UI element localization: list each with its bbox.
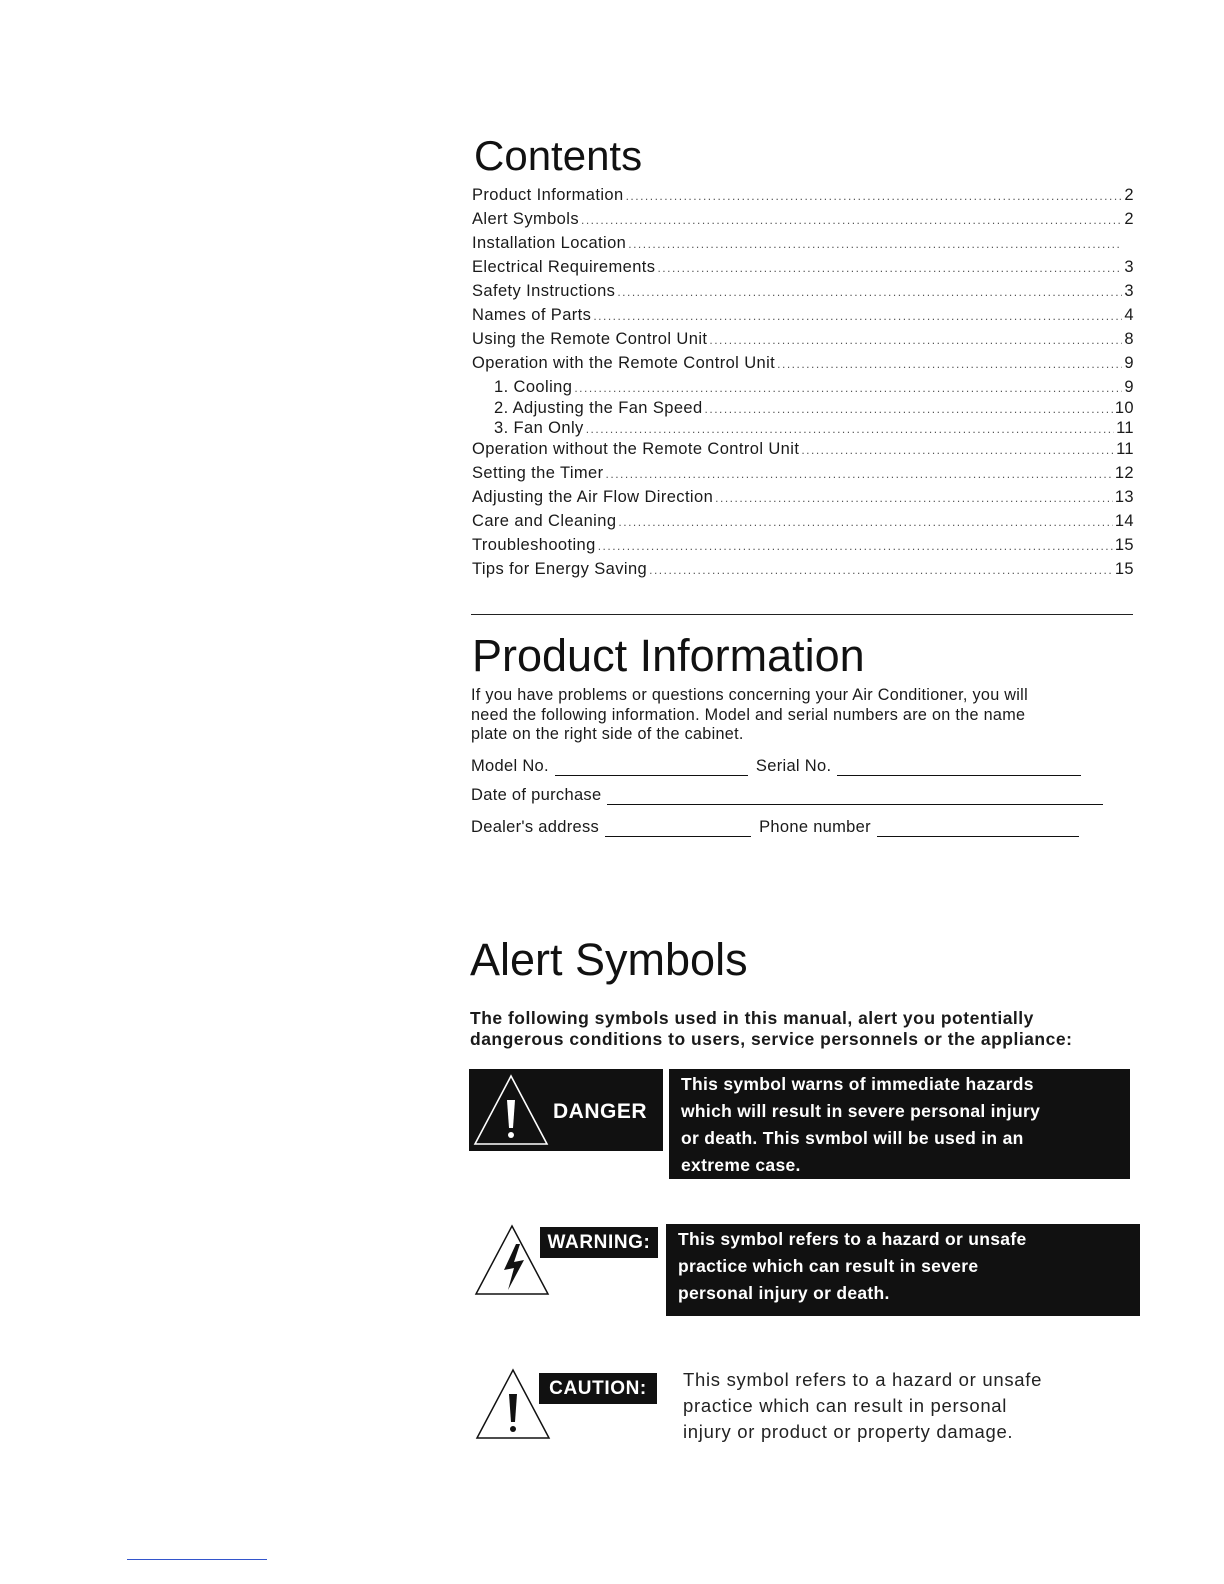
- danger-label: DANGER: [553, 1100, 648, 1123]
- toc-entry[interactable]: [472, 536, 1134, 560]
- toc-entry[interactable]: [472, 186, 1134, 210]
- toc-entry[interactable]: [472, 378, 1134, 399]
- toc-leader-dots: [715, 491, 1113, 505]
- warning-description: This symbol refers to a hazard or unsafe practice which can result in severe personal injury or death.: [666, 1224, 1140, 1316]
- date-field[interactable]: [607, 803, 1103, 805]
- toc-entry-label: Installation Location: [472, 234, 627, 252]
- toc-entry[interactable]: [472, 399, 1134, 420]
- toc-entry[interactable]: [472, 464, 1134, 488]
- toc-entry-label: Troubleshooting: [472, 535, 596, 554]
- toc-entry-page: 9: [1124, 378, 1134, 396]
- toc-entry-page: 3: [1124, 282, 1134, 300]
- toc-leader-dots: [801, 443, 1114, 457]
- toc-entry-label: Safety Instructions: [472, 282, 616, 300]
- toc-entry-label: Product Information: [472, 186, 624, 204]
- toc-entry-page: 11: [1116, 439, 1134, 458]
- serial-field[interactable]: [837, 774, 1081, 776]
- toc-entry-page: 14: [1114, 511, 1134, 530]
- toc-entry[interactable]: [472, 210, 1134, 234]
- product-info-title: Product Information: [472, 630, 865, 681]
- toc-leader-dots: [586, 422, 1114, 436]
- caution-description: This symbol refers to a hazard or unsafe practice which can result in personal injury or product or property damage.: [683, 1369, 1043, 1442]
- toc-entry[interactable]: [472, 306, 1134, 330]
- toc-leader-dots: [598, 539, 1113, 553]
- toc-entry[interactable]: [472, 440, 1134, 464]
- phone-field[interactable]: [877, 835, 1079, 837]
- alert-symbols-title: Alert Symbols: [470, 934, 748, 985]
- toc-entry-page: 15: [1114, 535, 1134, 554]
- toc-entry-page: 2: [1124, 186, 1134, 204]
- section-divider: [471, 614, 1133, 615]
- toc-entry-label: Names of Parts: [472, 306, 592, 324]
- toc-entry-label: Adjusting the Air Flow Direction: [472, 487, 714, 506]
- toc-leader-dots: [709, 333, 1122, 347]
- toc-entry-label: Using the Remote Control Unit: [472, 330, 708, 348]
- toc-entry-page: 4: [1124, 306, 1134, 324]
- toc-entry-page: 12: [1114, 463, 1134, 482]
- toc-entry[interactable]: [472, 512, 1134, 536]
- toc-entry[interactable]: [472, 330, 1134, 354]
- model-field[interactable]: [555, 774, 748, 776]
- toc-entry[interactable]: [472, 234, 1134, 258]
- toc-entry-label: 2. Adjusting the Fan Speed: [494, 398, 703, 417]
- toc-entry-label: 3. Fan Only: [494, 419, 584, 437]
- contents-title: Contents: [474, 132, 643, 179]
- toc-entry-page: 15: [1114, 559, 1134, 578]
- model-serial-row: [471, 757, 1081, 776]
- warning-label: WARNING:: [540, 1227, 658, 1258]
- model-label: Model No.: [471, 757, 549, 775]
- toc-entry-page: 2: [1124, 210, 1134, 228]
- toc-leader-dots: [574, 381, 1122, 395]
- toc-leader-dots: [618, 515, 1112, 529]
- toc-entry-page: 10: [1114, 398, 1134, 417]
- toc-entry[interactable]: [472, 258, 1134, 282]
- toc-entry-page: 13: [1114, 487, 1134, 506]
- toc-leader-dots: [606, 467, 1113, 481]
- toc-entry-page: 9: [1124, 354, 1134, 372]
- dealer-field[interactable]: [605, 835, 751, 837]
- table-of-contents: [472, 186, 1134, 584]
- toc-entry-label: Operation without the Remote Control Unit: [472, 439, 800, 458]
- toc-entry-label: Tips for Energy Saving: [472, 559, 648, 578]
- exclamation-triangle-icon: [471, 1070, 551, 1150]
- dealer-label: Dealer's address: [471, 818, 600, 836]
- toc-entry[interactable]: [472, 488, 1134, 512]
- date-row: [471, 786, 1103, 805]
- phone-label: Phone number: [759, 818, 871, 836]
- toc-entry[interactable]: [472, 419, 1134, 440]
- toc-entry-label: Care and Cleaning: [472, 511, 617, 530]
- toc-entry-page: 11: [1116, 419, 1134, 437]
- toc-entry-page: 8: [1124, 330, 1134, 348]
- toc-leader-dots: [593, 309, 1122, 323]
- caution-label: CAUTION:: [539, 1373, 657, 1404]
- toc-leader-dots: [626, 189, 1122, 203]
- toc-leader-dots: [657, 261, 1122, 275]
- toc-entry-label: Electrical Requirements: [472, 258, 656, 276]
- toc-entry[interactable]: [472, 560, 1134, 584]
- toc-entry-label: Setting the Timer: [472, 463, 604, 482]
- toc-entry-label: Alert Symbols: [472, 210, 579, 228]
- dealer-phone-row: [471, 818, 1079, 837]
- product-info-intro: If you have problems or questions concerning your Air Conditioner, you will need the following information. Model and serial numbers are on the name plate on the right side of the cabinet.: [471, 686, 1028, 743]
- toc-leader-dots: [628, 237, 1122, 251]
- toc-entry-label: Operation with the Remote Control Unit: [472, 354, 776, 372]
- toc-leader-dots: [777, 357, 1122, 371]
- toc-entry-page: 3: [1124, 258, 1134, 276]
- toc-leader-dots: [705, 402, 1113, 416]
- footer-rule: [127, 1559, 267, 1560]
- date-label: Date of purchase: [471, 786, 602, 804]
- serial-label: Serial No.: [755, 757, 832, 775]
- toc-entry[interactable]: [472, 282, 1134, 306]
- alert-symbols-intro: The following symbols used in this manual, alert you potentially dangerous conditions to users, service personnels or the appliance:: [470, 1008, 1073, 1049]
- toc-leader-dots: [649, 563, 1113, 577]
- toc-entry[interactable]: [472, 354, 1134, 378]
- toc-entry-label: 1. Cooling: [494, 378, 573, 396]
- toc-leader-dots: [617, 285, 1122, 299]
- danger-description: This symbol warns of immediate hazards which will result in severe personal injury or death. This svmbol will be used in an extreme case.: [669, 1069, 1130, 1179]
- danger-symbol: [469, 1069, 663, 1151]
- toc-leader-dots: [581, 213, 1122, 227]
